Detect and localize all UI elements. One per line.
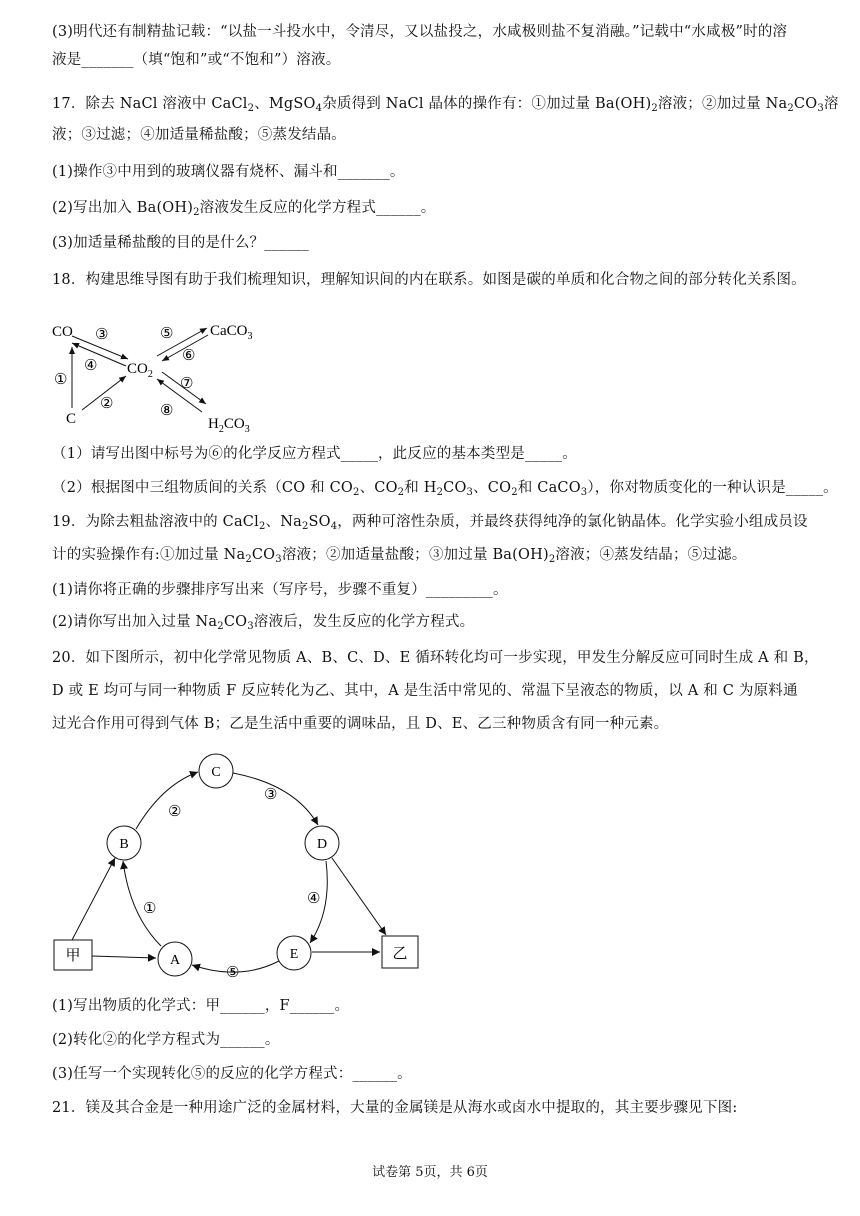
node-co2: $CO_2$ [127,361,153,380]
cycle-diagram [40,745,440,990]
step-2: ② [168,804,182,820]
node-caco3: CaCO$_3$ [210,323,253,342]
q18-stem: 18．构建思维导图有助于我们梳理知识，理解知识间的内在联系。如图是碳的单质和化合物之间的部分转化关系图。 [52,272,806,288]
q19-stem-line1: 19．为除去粗盐溶液中的 CaCl$_2$、$Na_2SO_4$，两种可溶性杂质，并最终获得纯净的氯化钠晶体。化学实验小组成员设 [52,514,808,532]
q17-part3: (3)加适量稀盐酸的目的是什么？______ [52,235,309,251]
node-co: CO [52,324,73,340]
q20-part2: (2)转化②的化学方程式为______。 [52,1032,280,1048]
q19-stem-line2: 计的实验操作有:①加过量 $Na_2CO_3$溶液；②加适量盐酸；③加过量 $Ba(OH)_2$溶液；④蒸发结晶；⑤过滤。 [52,547,747,565]
page-footer: 试卷第 5页，共 6页 [372,1165,488,1180]
q21-stem: 21．镁及其合金是一种用途广泛的金属材料，大量的金属镁是从海水或卤水中提取的，其主要步骤见下图: [52,1100,738,1116]
step-5: ⑤ [226,965,240,981]
q17-part2: (2)写出加入 $Ba(OH)_2$溶液发生反应的化学方程式______。 [52,200,436,218]
node-h2co3: $H_2CO_3$ [208,416,250,435]
node-c-label: C [211,765,221,780]
step-3: ③ [264,787,278,803]
q16-part3-line1: (3)明代还有制精盐记载：“以盐一斗投水中，令清尽，又以盐投之，水咸极则盐不复消融。”记载中“水咸极”时的溶 [52,24,788,40]
node-jia-label: 甲 [65,948,81,964]
q20-stem-line1: 20．如下图所示，初中化学常见物质 A、B、C、D、E 循环转化均可一步实现，甲发生分解反应可同时生成 A 和 B， [52,650,819,666]
label-3: ③ [95,327,109,343]
label-4: ④ [84,358,98,374]
node-yi-label: 乙 [392,946,408,962]
q17-stem-line2: 液；③过滤；④加适量稀盐酸；⑤蒸发结晶。 [52,127,346,143]
q20-stem-line2: D 或 E 均可与同一种物质 F 反应转化为乙、其中，A 是生活中常见的、常温下呈液态的物质，以 A 和 C 为原料通 [52,683,798,699]
label-8: ⑧ [160,403,174,419]
q18-part2: （2）根据图中三组物质间的关系（CO 和 $CO_2$、$CO_2$和 $H_2CO_3$、$CO_2$和 CaCO$_3$），你对物质变化的一种认识是_____。 [52,480,838,498]
q16-part3-line2: 液是_______（填“饱和”或“不饱和”）溶液。 [52,52,341,68]
node-a-label: A [169,953,181,968]
node-e-label: E [289,947,299,962]
q20-part1: (1)写出物质的化学式：甲______，F______。 [52,998,350,1014]
node-d-label: D [316,837,328,852]
carbon-conversion-diagram [50,290,280,440]
node-c: C [66,411,77,427]
q18-part1: （1）请写出图中标号为⑥的化学反应方程式_____，此反应的基本类型是_____。 [52,446,577,462]
q19-part1: (1)请你将正确的步骤排序写出来（写序号，步骤不重复）_________。 [52,582,508,598]
node-b-label: B [119,837,129,852]
q20-part3: (3)任写一个实现转化⑤的反应的化学方程式：______。 [52,1066,412,1082]
q20-stem-line3: 过光合作用可得到气体 B；乙是生活中重要的调味品，且 D、E、乙三种物质含有同一种元素。 [52,716,669,732]
label-2: ② [100,396,114,412]
label-1: ① [54,372,68,388]
step-1: ① [143,901,157,917]
label-6: ⑥ [182,348,196,364]
q19-part2: (2)请你写出加入过量 $Na_2CO_3$溶液后，发生反应的化学方程式。 [52,614,475,632]
label-7: ⑦ [180,376,194,392]
label-5: ⑤ [160,326,174,342]
q17-part1: (1)操作③中用到的玻璃仪器有烧杯、漏斗和_______。 [52,164,405,180]
step-4: ④ [307,891,321,907]
q17-stem-line1: 17．除去 NaCl 溶液中 CaCl$_2$、MgSO$_4$杂质得到 NaCl 晶体的操作有：①加过量 $Ba(OH)_2$溶液；②加过量 $Na_2CO_3$溶 [52,96,839,114]
